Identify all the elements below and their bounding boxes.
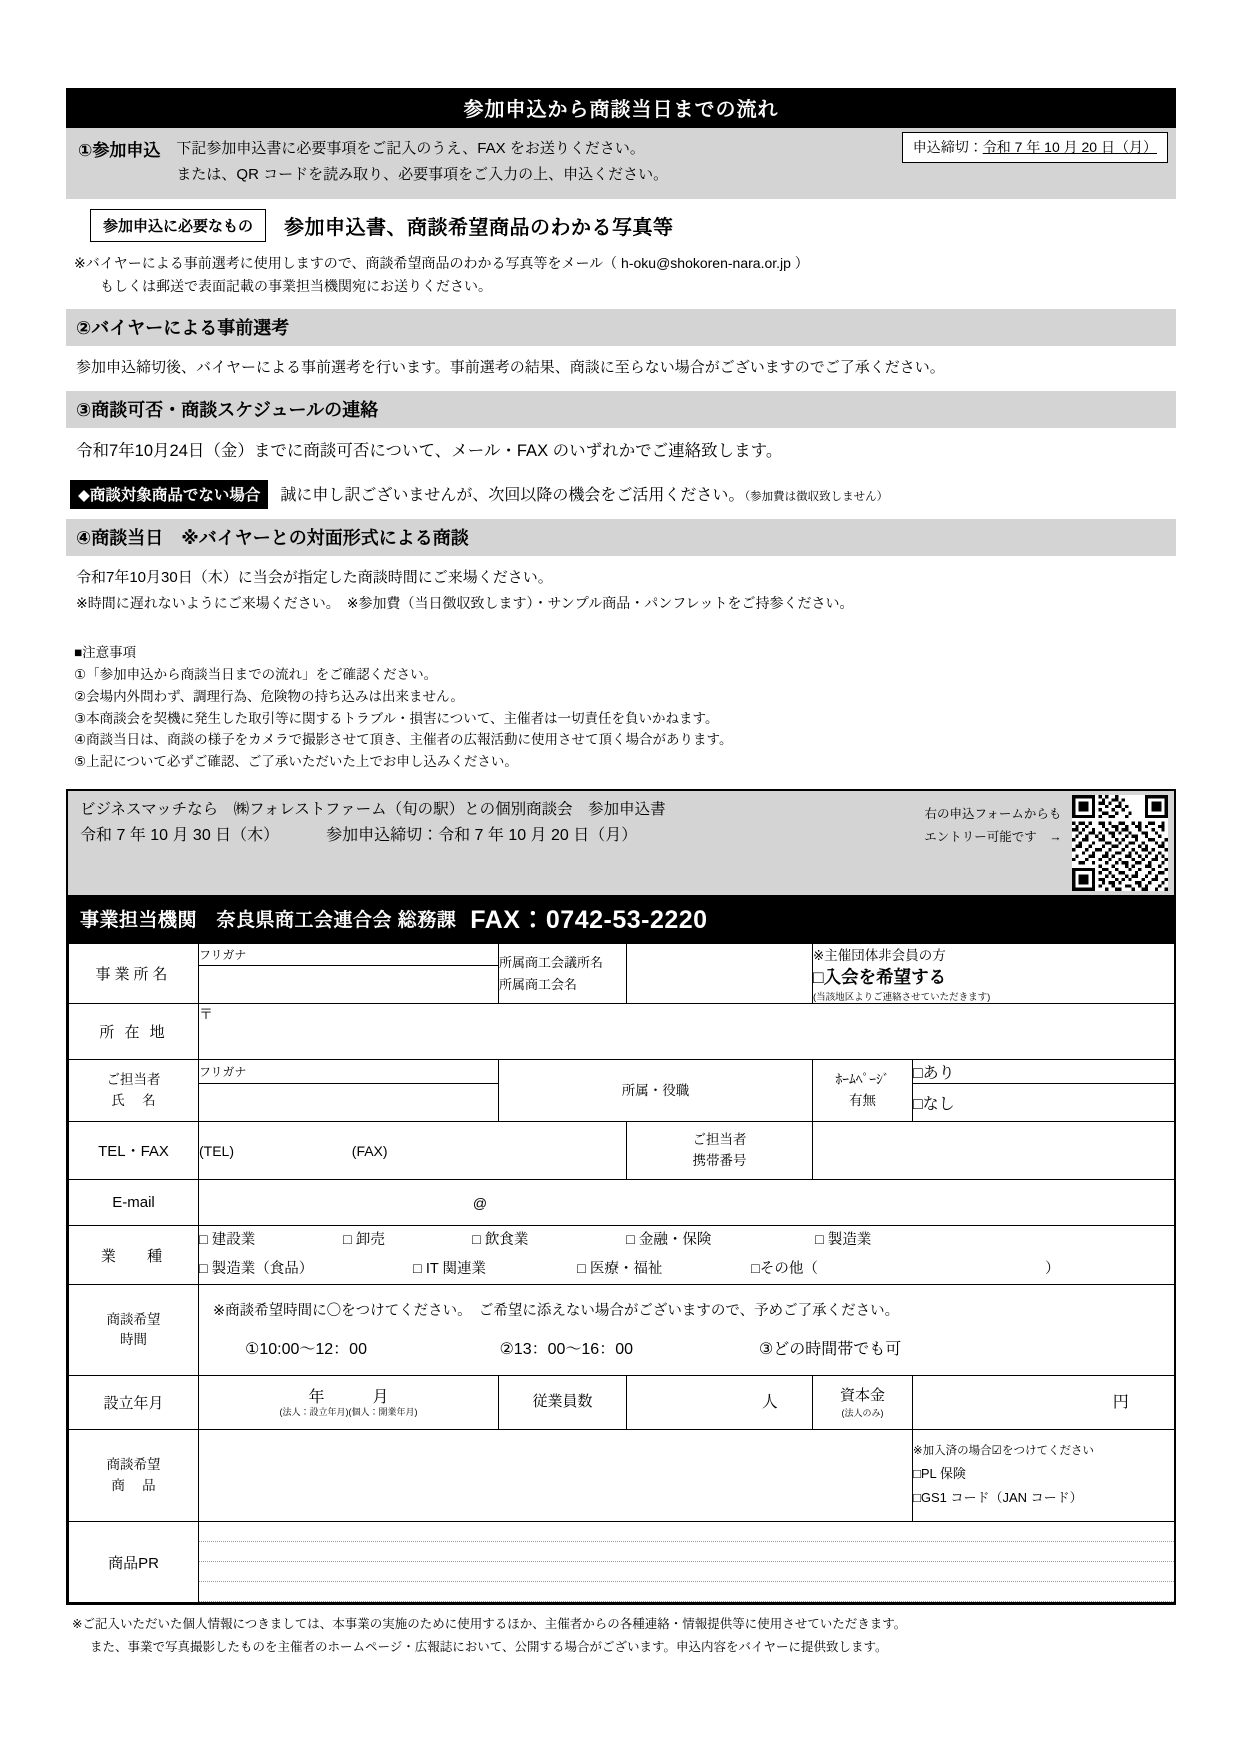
label-nego-time	[69, 1285, 199, 1376]
exclusion-text	[280, 482, 888, 505]
certification-checkbox-group[interactable]	[913, 1430, 1175, 1522]
input-capital[interactable]	[913, 1376, 1175, 1430]
label-capital-sub: (法人のみ)	[841, 1408, 884, 1419]
input-association-name[interactable]	[627, 944, 813, 1004]
input-product-pr[interactable]	[199, 1522, 1175, 1603]
checkbox-medical-welfare[interactable]: □ 医療・福祉	[577, 1261, 663, 1278]
checkbox-finance[interactable]: □ 金融・保険	[626, 1232, 712, 1249]
table-row-person	[69, 1060, 1175, 1084]
application-deadline-box	[902, 132, 1168, 163]
step-1-lines	[176, 136, 668, 189]
label-person-2: 氏 名	[111, 1092, 156, 1108]
label-nego-item-2: 商 品	[111, 1477, 156, 1493]
input-tel-fax[interactable]	[199, 1122, 627, 1180]
label-address: 所 在 地	[69, 1004, 199, 1060]
pr-line	[199, 1562, 1174, 1582]
founded-ym-sub: (法人：設立年月)(個人：開業年月)	[279, 1406, 418, 1417]
input-founded-ym[interactable]	[199, 1376, 499, 1430]
table-row-nego-item	[69, 1430, 1175, 1522]
label-email: E-mail	[69, 1180, 199, 1226]
label-employees: 従業員数	[499, 1376, 627, 1430]
pr-line	[199, 1522, 1174, 1542]
step-1-line-2: または、QR コードを読み取り、必要事項をご入力の上、申込ください。	[176, 166, 669, 184]
label-nego-item	[69, 1430, 199, 1522]
required-items-note-1: ※バイヤーによる事前選考に使用しますので、商談希望商品のわかる写真等をメール（ h-oku@shokoren-nara.or.jp ）	[74, 254, 809, 271]
notice-block	[66, 626, 1176, 779]
table-row-nego-time	[69, 1285, 1175, 1376]
checkbox-gs1-code[interactable]: □GS1 コード（JAN コード）	[913, 1490, 1083, 1506]
fax-bar	[68, 895, 1174, 943]
required-items-notes	[66, 250, 1176, 310]
form-application-deadline: 参加申込締切：令和 7 年 10 月 20 日（月）	[326, 827, 638, 845]
step-2-heading: ②バイヤーによる事前選考	[66, 309, 1176, 346]
step-4-body	[66, 556, 1176, 626]
flow-title: 参加申込から商談当日までの流れ	[66, 88, 1176, 128]
input-company-name[interactable]	[199, 966, 499, 1004]
step-3-heading: ③商談可否・商談スケジュールの連絡	[66, 391, 1176, 428]
required-items-note-2: もしくは郵送で表面記載の事業担当機関宛にお送りください。	[100, 278, 492, 295]
membership-small-note: (当該地区よりご連絡させていただきます)	[813, 992, 991, 1004]
label-association	[499, 944, 627, 1004]
table-row-telfax	[69, 1122, 1175, 1180]
input-address[interactable]	[199, 1004, 1175, 1060]
label-capital-main: 資本金	[839, 1386, 885, 1404]
checkbox-construction[interactable]: □ 建設業	[199, 1232, 256, 1249]
form-header-line-1: ビジネスマッチなら ㈱フォレストファーム（旬の駅）との個別商談会 参加申込書	[80, 801, 666, 819]
table-row-product-pr	[69, 1522, 1175, 1603]
form-header-text	[68, 791, 918, 895]
label-department: 所属・役職	[499, 1060, 813, 1122]
capital-unit: 円	[1112, 1394, 1129, 1412]
pr-line	[199, 1582, 1174, 1602]
application-form	[66, 789, 1176, 1605]
membership-block[interactable]	[813, 944, 1175, 1004]
privacy-footer	[66, 1605, 1176, 1658]
postal-mark: 〒	[199, 1006, 213, 1023]
deadline-value: 令和 7 年 10 月 20 日（月）	[982, 139, 1157, 155]
exclusion-tag: ◆商談対象商品でない場合	[70, 480, 268, 509]
checkbox-homepage-yes[interactable]: □あり	[913, 1060, 1175, 1084]
application-table	[68, 943, 1175, 1603]
label-person-1: ご担当者	[106, 1072, 161, 1088]
qr-instruction-line-2: エントリー可能です →	[924, 830, 1062, 845]
step-3-exclusion-row	[66, 476, 1176, 519]
certification-note: ※加入済の場合☑をつけてください	[913, 1444, 1094, 1457]
required-items-text: 参加申込書、商談希望商品のわかる写真等	[284, 216, 674, 239]
label-mobile-1: ご担当者	[692, 1132, 747, 1148]
other-paren-close: ）	[1045, 1261, 1060, 1278]
checkbox-wholesale[interactable]: □ 卸売	[343, 1232, 385, 1249]
notice-item: ④商談当日は、商談の様子をカメラで撮影させて頂き、主催者の広報活動に使用させて頂く場合があります。	[74, 732, 733, 748]
required-items-block	[66, 199, 1176, 310]
label-mobile-2: 携帯番号	[692, 1152, 747, 1168]
qr-instruction	[918, 791, 1066, 895]
industry-row-2	[199, 1255, 1174, 1284]
founded-ym-text: 年 月	[308, 1388, 389, 1406]
step-4-line-1: 令和7年10月30日（木）に当会が指定した商談時間にご来場ください。	[76, 569, 553, 587]
checkbox-other[interactable]: □その他（	[751, 1261, 818, 1278]
label-product-pr: 商品PR	[69, 1522, 199, 1603]
label-person	[69, 1060, 199, 1122]
label-industry: 業 種	[69, 1226, 199, 1285]
nego-time-option-2[interactable]: ②13：00～16：00	[499, 1341, 633, 1359]
input-person-name[interactable]	[199, 1084, 499, 1122]
input-mobile[interactable]	[813, 1122, 1175, 1180]
form-header	[68, 791, 1174, 895]
table-row-industry	[69, 1226, 1175, 1285]
furigana-person: フリガナ	[199, 1060, 499, 1084]
pr-line	[199, 1542, 1174, 1562]
nego-time-choices[interactable]	[199, 1324, 1174, 1375]
document-sheet	[66, 88, 1176, 1658]
required-items-tag: 参加申込に必要なもの	[90, 209, 266, 242]
notice-item: ②会場内外問わず、調理行為、危険物の持ち込みは出来ません。	[74, 688, 464, 704]
qr-code-icon[interactable]	[1072, 795, 1168, 891]
label-mobile	[627, 1122, 813, 1180]
step-1-line-1: 下記参加申込書に必要事項をご記入のうえ、FAX をお送りください。	[176, 140, 645, 157]
step-2-body: 参加申込締切後、バイヤーによる事前選考を行います。事前選考の結果、商談に至らない場合がございますのでご了承ください。	[76, 359, 945, 377]
exclusion-small: （参加費は徴収致しません）	[744, 491, 889, 504]
notice-item: ①「参加申込から商談当日までの流れ」をご確認ください。	[74, 666, 438, 682]
step-3-body: 令和7年10月24日（金）までに商談可否について、メール・FAX のいずれかでご連絡致します。	[76, 442, 783, 461]
checkbox-food-manufacturing[interactable]: □ 製造業（食品）	[199, 1261, 314, 1278]
nego-time-option-1[interactable]: ①10:00～12：00	[245, 1341, 367, 1359]
notice-heading: ■注意事項	[74, 644, 137, 660]
label-nego-time-2: 時間	[120, 1332, 147, 1348]
organizer-name: 事業担当機関 奈良県商工会連合会 総務課	[80, 909, 457, 931]
label-nego-item-1: 商談希望	[106, 1457, 161, 1473]
industry-row-1	[199, 1226, 1174, 1255]
deadline-prefix: 申込締切：	[912, 139, 983, 155]
email-at-sign: @	[472, 1194, 488, 1211]
notice-item: ⑤上記について必ずご確認、ご了承いただいた上でお申し込みください。	[74, 754, 518, 770]
required-items-row	[66, 199, 1176, 250]
fax-hint: (FAX)	[351, 1142, 388, 1159]
step-1-label: ①参加申込	[78, 141, 161, 160]
nego-time-options[interactable]	[199, 1285, 1175, 1376]
checkbox-it[interactable]: □ IT 関連業	[413, 1261, 486, 1278]
label-homepage	[813, 1060, 913, 1122]
notice-item: ③本商談会を契機に発生した取引等に関するトラブル・損害について、主催者は一切責任を負いかねます。	[74, 710, 719, 726]
nego-time-note: ※商談希望時間に〇をつけてください。 ご希望に添えない場合がございますので、予めご了承ください。	[213, 1303, 900, 1320]
qr-code-container[interactable]	[1066, 791, 1174, 895]
exclusion-main: 誠に申し訳ございませんが、次回以降の機会をご活用ください。	[280, 487, 745, 505]
input-nego-item[interactable]	[199, 1430, 913, 1522]
checkbox-manufacturing[interactable]: □ 製造業	[815, 1232, 872, 1249]
nego-time-option-3[interactable]: ③どの時間帯でも可	[758, 1341, 902, 1359]
form-event-date: 令和 7 年 10 月 30 日（木）	[80, 827, 280, 845]
step-4-heading: ④商談当日 ※バイヤーとの対面形式による商談	[66, 519, 1176, 556]
industry-checkbox-group[interactable]	[199, 1226, 1175, 1285]
checkbox-homepage-no[interactable]: □なし	[913, 1084, 1175, 1122]
membership-note: ※主催団体非会員の方	[813, 948, 946, 964]
input-email[interactable]	[199, 1180, 1175, 1226]
label-homepage-1: ﾎｰﾑﾍﾟｰｼﾞ	[835, 1072, 890, 1088]
checkbox-pl-insurance[interactable]: □PL 保険	[913, 1466, 966, 1482]
label-association-2: 所属商工会名	[499, 976, 578, 992]
step-4-line-2: ※時間に遅れないようにご来場ください。 ※参加費（当日徴収致します）・サンプル商品・パンフレットをご持参ください。	[76, 595, 854, 612]
membership-checkbox[interactable]: □入会を希望する	[813, 967, 947, 988]
table-row-address	[69, 1004, 1175, 1060]
form-header-line-2	[80, 822, 908, 851]
fax-number: FAX：0742-53-2220	[470, 906, 708, 935]
qr-instruction-line-1: 右の申込フォームからも	[924, 807, 1062, 822]
table-row-founded	[69, 1376, 1175, 1430]
label-company-name: 事業所名	[69, 944, 199, 1004]
label-capital	[813, 1376, 913, 1430]
privacy-footer-line-1: ※ご記入いただいた個人情報につきましては、本事業の実施のために使用するほか、主催者からの各種連絡・情報提供等に使用させていただきます。	[72, 1617, 907, 1632]
employees-unit: 人	[761, 1394, 778, 1412]
furigana-company: フリガナ	[199, 944, 499, 966]
step-1-block	[66, 128, 1176, 199]
table-row-company	[69, 944, 1175, 966]
label-tel-fax: TEL・FAX	[69, 1122, 199, 1180]
label-association-1: 所属商工会議所名	[499, 954, 604, 970]
label-founded: 設立年月	[69, 1376, 199, 1430]
label-nego-time-1: 商談希望	[106, 1311, 161, 1327]
label-homepage-2: 有無	[849, 1092, 876, 1108]
tel-hint: (TEL)	[199, 1142, 234, 1159]
input-employees[interactable]	[627, 1376, 813, 1430]
privacy-footer-line-2: また、事業で写真撮影したものを主催者のホームページ・広報誌において、公開する場合がございます。申込内容をバイヤーに提供致します。	[90, 1639, 888, 1654]
checkbox-restaurant[interactable]: □ 飲食業	[472, 1232, 529, 1249]
table-row-email	[69, 1180, 1175, 1226]
